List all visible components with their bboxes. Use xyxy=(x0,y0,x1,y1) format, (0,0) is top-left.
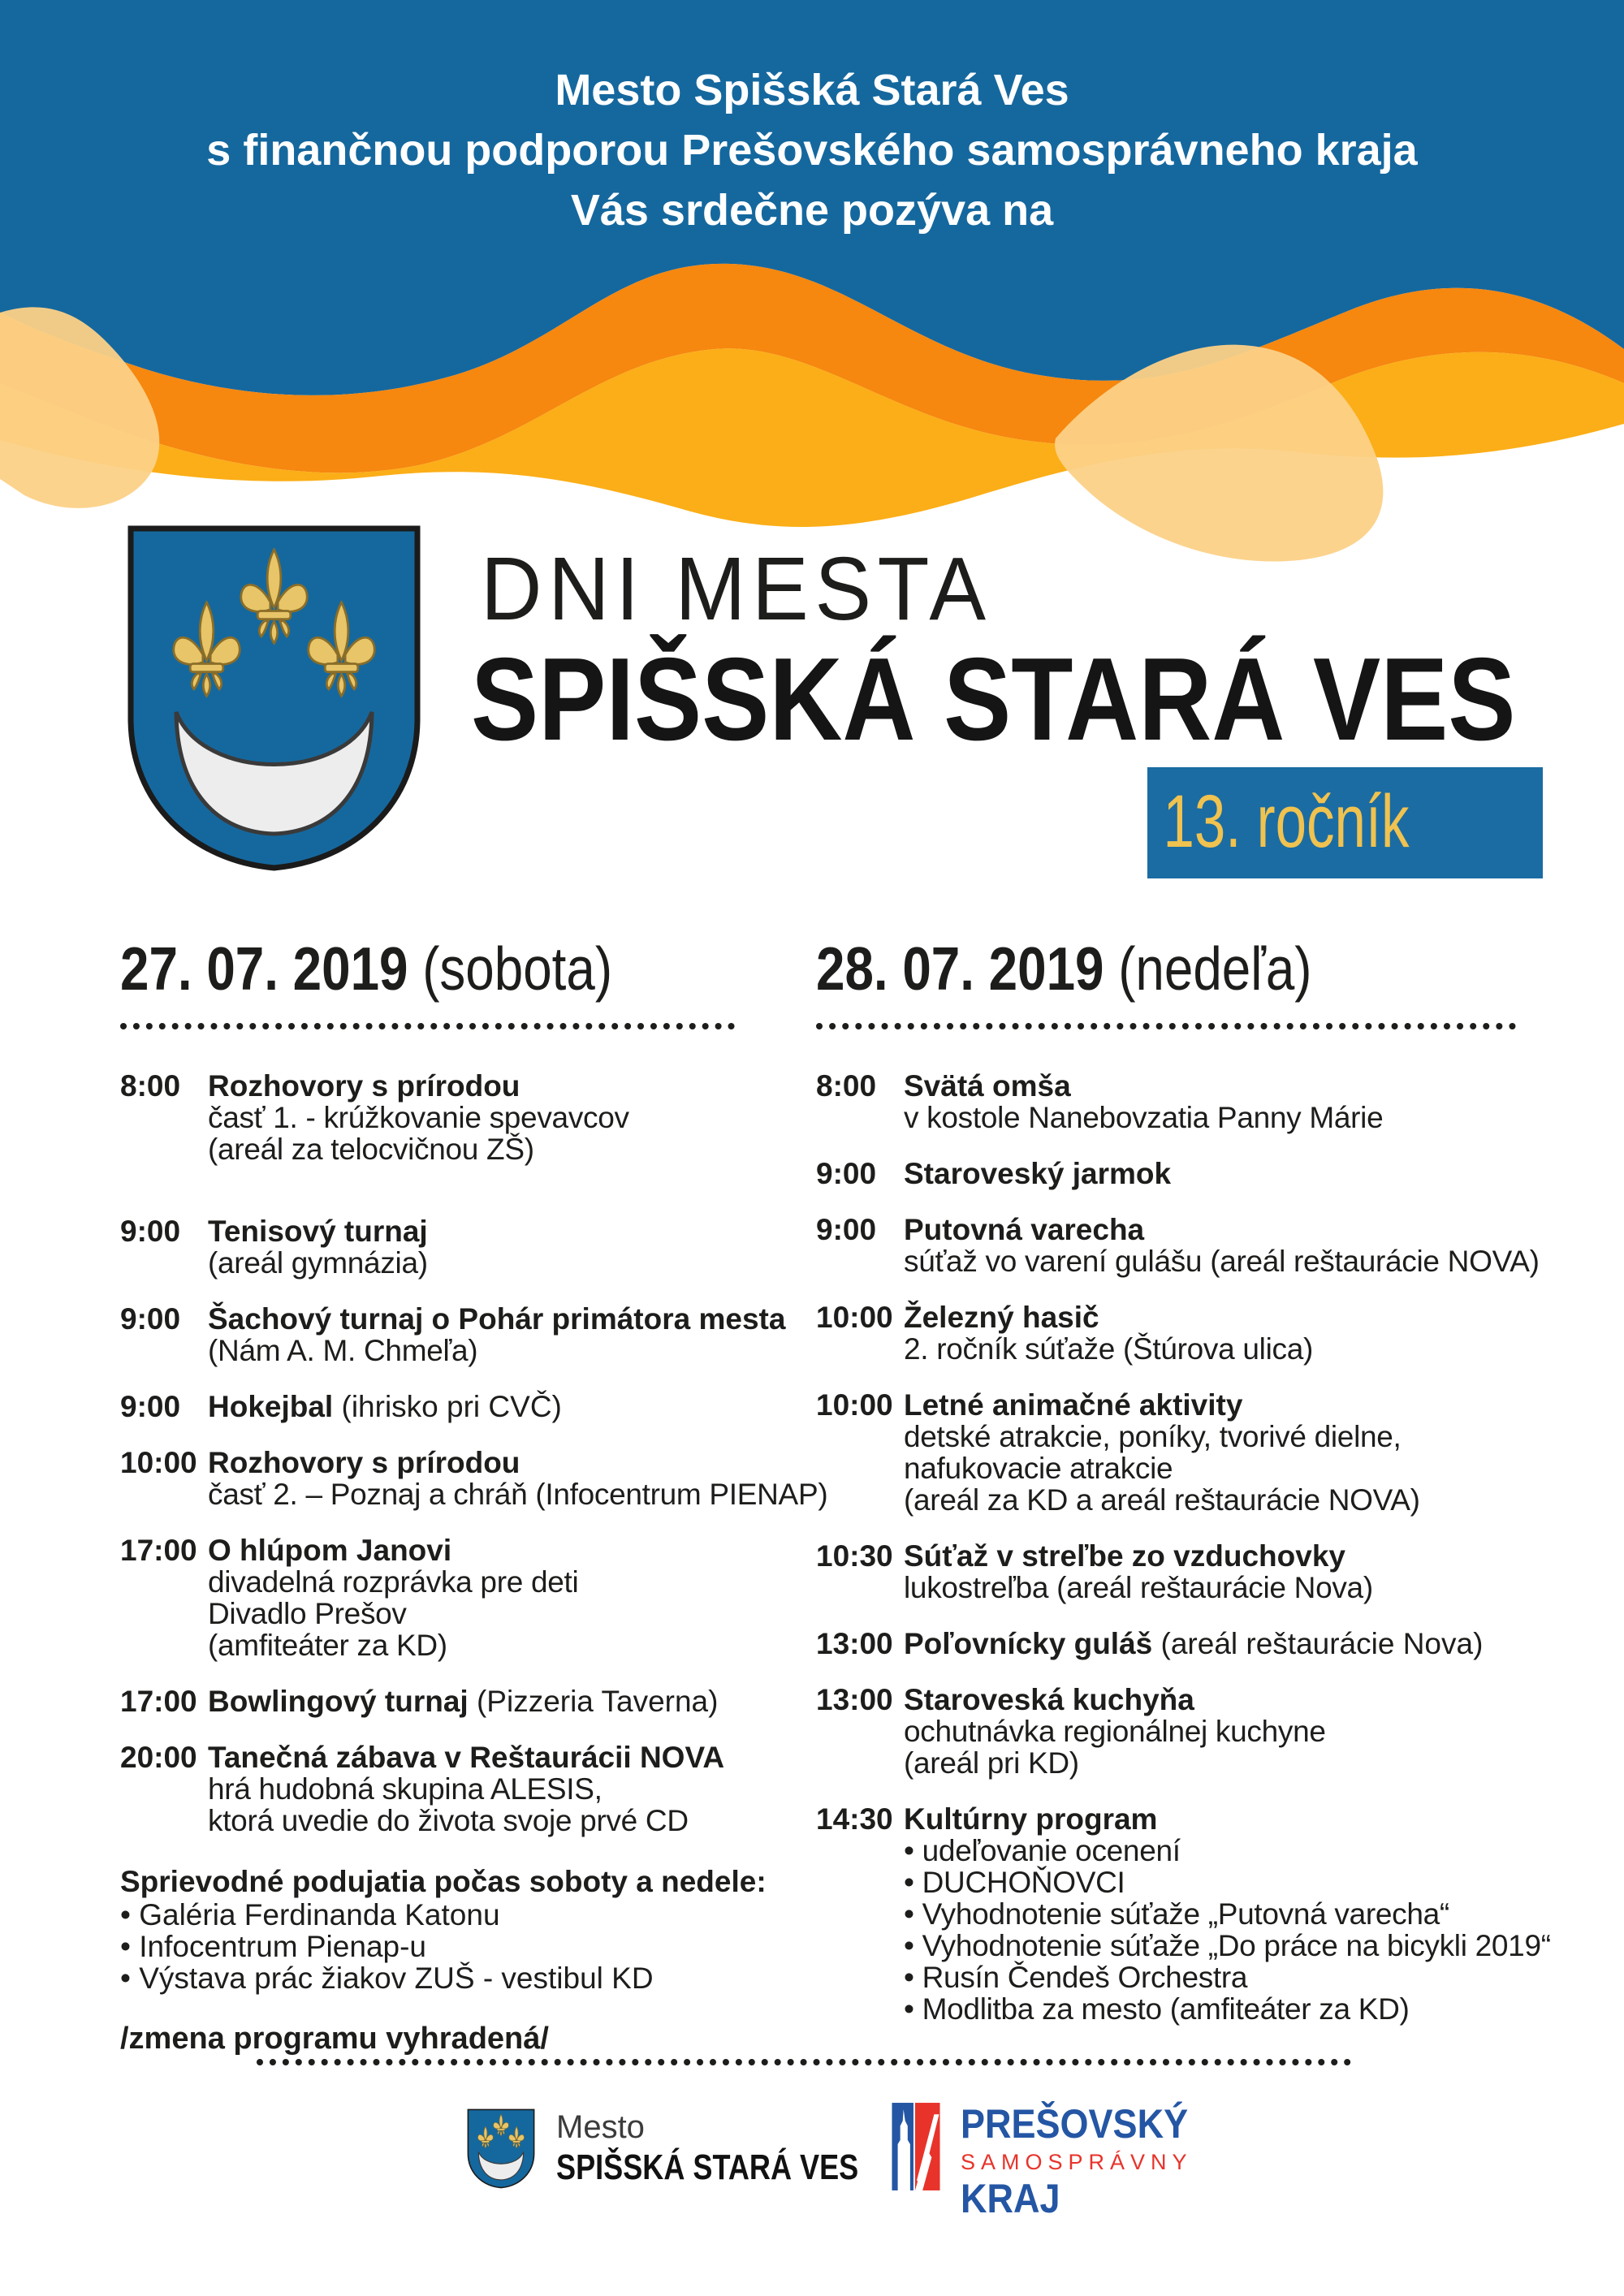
event-location: (areál reštaurácie Nova) xyxy=(1152,1627,1484,1660)
event-detail: Divadlo Prešov xyxy=(208,1597,407,1630)
event-title-line xyxy=(208,1303,794,1335)
event-body xyxy=(208,1391,794,1422)
event-title: Staroveská kuchyňa xyxy=(904,1683,1194,1716)
saturday-date-heading xyxy=(120,934,693,1003)
event-body xyxy=(208,1741,794,1836)
city-logo xyxy=(467,2108,925,2189)
event-title: Súťaž v streľbe zo vzduchovky xyxy=(904,1539,1345,1573)
event-title-line xyxy=(904,1803,1624,1835)
event-body xyxy=(904,1214,1624,1277)
event-time: 20:00 xyxy=(120,1741,197,1774)
list-item: • Výstava prác žiakov ZUŠ - vestibul KD xyxy=(120,1962,654,1995)
town-coat-of-arms xyxy=(126,524,422,873)
event-title-line xyxy=(904,1628,1624,1659)
event-body xyxy=(904,1540,1624,1603)
event-title-line xyxy=(904,1214,1624,1245)
event-body xyxy=(208,1303,794,1366)
event-title: Staroveský jarmok xyxy=(904,1157,1172,1190)
saturday-column xyxy=(120,934,828,2056)
event-detail: (areál za KD a areál reštaurácie NOVA) xyxy=(904,1483,1420,1517)
event-time: 10:00 xyxy=(816,1301,893,1334)
event-body xyxy=(904,1684,1624,1779)
event-detail: • Vyhodnotenie súťaže „Do práce na bicykli 2019“ xyxy=(904,1929,1551,1962)
event-location: (Pizzeria Taverna) xyxy=(468,1685,719,1718)
event-body xyxy=(208,1215,794,1279)
event-body xyxy=(904,1803,1624,2025)
event-time: 9:00 xyxy=(816,1213,877,1246)
event-time: 8:00 xyxy=(120,1069,181,1103)
event-kicker: DNI MESTA xyxy=(481,539,992,639)
event-body xyxy=(904,1158,1624,1189)
event-title: Letné animačné aktivity xyxy=(904,1388,1243,1422)
region-logo-text xyxy=(961,2101,1213,2220)
event-title: SPIŠSKÁ STARÁ VES xyxy=(471,633,1516,765)
region-logo xyxy=(891,2101,1213,2220)
event-detail: (Nám A. M. Chmeľa) xyxy=(208,1334,478,1367)
side-events-list xyxy=(120,1899,794,1994)
side-events-heading: Sprievodné podujatia počas soboty a nedele: xyxy=(120,1865,767,1898)
event-detail: (areál gymnázia) xyxy=(208,1246,428,1280)
event-title: Tanečná zábava v Reštaurácii NOVA xyxy=(208,1741,725,1774)
event-detail: • Vyhodnotenie súťaže „Putovná varecha“ xyxy=(904,1897,1449,1931)
event-row xyxy=(120,1215,794,1279)
event-row xyxy=(816,1389,1624,1516)
event-title: Rozhovory s prírodou xyxy=(208,1069,520,1103)
event-detail: v kostole Nanebovzatia Panny Márie xyxy=(904,1101,1384,1134)
event-row xyxy=(816,1803,1624,2025)
event-detail: • Modlitba za mesto (amfiteáter za KD) xyxy=(904,1992,1410,2026)
event-row xyxy=(816,1540,1624,1603)
saturday-dotted-divider xyxy=(120,1023,735,1029)
region-logo-emblem-icon xyxy=(891,2101,941,2192)
event-title-line xyxy=(904,1158,1624,1189)
event-detail: ochutnávka regionálnej kuchyne xyxy=(904,1715,1326,1748)
saturday-date: 27. 07. 2019 xyxy=(120,934,408,1003)
event-time: 9:00 xyxy=(120,1390,181,1423)
event-time: 13:00 xyxy=(816,1627,893,1660)
event-title: Svätá omša xyxy=(904,1069,1071,1103)
event-row xyxy=(816,1684,1624,1779)
event-body xyxy=(904,1628,1624,1659)
event-row xyxy=(816,1070,1624,1133)
event-title-line xyxy=(208,1391,794,1422)
event-title: Železný hasič xyxy=(904,1301,1099,1334)
event-detail: • udeľovanie ocenení xyxy=(904,1834,1181,1867)
event-time: 9:00 xyxy=(816,1157,877,1190)
edition-badge-text: 13. ročník xyxy=(1163,780,1410,863)
event-row xyxy=(120,1685,794,1717)
event-time: 8:00 xyxy=(816,1069,877,1103)
event-detail: (areál pri KD) xyxy=(904,1746,1079,1780)
event-body xyxy=(904,1070,1624,1133)
event-title: Poľovnícky guláš xyxy=(904,1627,1153,1660)
city-logo-line2: SPIŠSKÁ STARÁ VES xyxy=(556,2147,859,2187)
event-body xyxy=(208,1070,794,1165)
event-title-line xyxy=(208,1741,794,1773)
event-row xyxy=(816,1301,1624,1365)
event-row xyxy=(120,1391,794,1422)
event-title: Šachový turnaj o Pohár primátora mesta xyxy=(208,1302,786,1336)
event-title: Bowlingový turnaj xyxy=(208,1685,469,1718)
sunday-date: 28. 07. 2019 xyxy=(816,934,1104,1003)
event-time: 17:00 xyxy=(120,1685,197,1718)
event-title: Tenisový turnaj xyxy=(208,1215,428,1248)
header-line-2: s finančnou podporou Prešovského samosprávneho kraja xyxy=(206,126,1418,175)
event-title-line xyxy=(208,1070,794,1102)
list-item: • Galéria Ferdinanda Katonu xyxy=(120,1898,500,1931)
event-detail: (areál za telocvičnou ZŠ) xyxy=(208,1133,534,1166)
event-title-line xyxy=(904,1070,1624,1102)
sunday-events xyxy=(816,1070,1624,2025)
event-time: 14:30 xyxy=(816,1802,893,1836)
event-detail: detské atrakcie, poníky, tvorivé dielne, xyxy=(904,1420,1402,1453)
event-body xyxy=(904,1301,1624,1365)
event-detail: (amfiteáter za KD) xyxy=(208,1629,447,1662)
event-detail: nafukovacie atrakcie xyxy=(904,1452,1173,1485)
sunday-date-heading xyxy=(816,934,1503,1003)
event-title-line xyxy=(208,1447,827,1478)
event-detail: • DUCHOŇOVCI xyxy=(904,1866,1125,1899)
event-detail: časť 2. – Poznaj a chráň (Infocentrum PIENAP) xyxy=(208,1478,828,1511)
saturday-events xyxy=(120,1069,828,1837)
edition-badge xyxy=(1147,767,1543,878)
header-invitation xyxy=(0,60,1624,240)
header-line-1: Mesto Spišská Stará Ves xyxy=(555,66,1069,114)
event-row xyxy=(816,1214,1624,1277)
event-title-line xyxy=(904,1540,1624,1572)
event-time: 9:00 xyxy=(120,1302,181,1336)
event-title: Putovná varecha xyxy=(904,1213,1145,1246)
event-detail: ktorá uvedie do života svoje prvé CD xyxy=(208,1804,689,1837)
saturday-day: (sobota) xyxy=(422,934,613,1003)
event-title-line xyxy=(904,1301,1624,1333)
city-logo-text xyxy=(556,2108,925,2189)
event-time: 17:00 xyxy=(120,1534,197,1567)
event-title: Rozhovory s prírodou xyxy=(208,1446,520,1479)
city-logo-shield-icon xyxy=(467,2108,535,2189)
event-title: O hlúpom Janovi xyxy=(208,1534,452,1567)
event-detail: • Rusín Čendeš Orchestra xyxy=(904,1961,1248,1994)
event-row xyxy=(120,1070,794,1165)
header-line-3: Vás srdečne pozýva na xyxy=(570,186,1054,235)
region-logo-line3: KRAJ xyxy=(961,2176,1060,2221)
event-title: Kultúrny program xyxy=(904,1802,1158,1836)
event-title-line xyxy=(208,1534,794,1566)
event-row xyxy=(816,1628,1624,1659)
city-logo-line1: Mesto xyxy=(556,2109,645,2145)
event-detail: časť 1. - krúžkovanie spevavcov xyxy=(208,1101,629,1134)
event-detail: hrá hudobná skupina ALESIS, xyxy=(208,1772,603,1806)
event-row xyxy=(816,1158,1624,1189)
region-logo-line1: PREŠOVSKÝ xyxy=(961,2101,1189,2147)
event-location: (ihrisko pri CVČ) xyxy=(333,1390,562,1423)
sunday-dotted-divider xyxy=(816,1023,1516,1029)
event-title-line xyxy=(904,1389,1624,1421)
event-body xyxy=(208,1685,794,1717)
event-title-line xyxy=(904,1684,1624,1716)
event-time: 10:00 xyxy=(120,1446,197,1479)
event-detail: 2. ročník súťaže (Štúrova ulica) xyxy=(904,1332,1313,1366)
event-row xyxy=(120,1534,794,1661)
event-detail: súťaž vo varení gulášu (areál reštaurácie NOVA) xyxy=(904,1245,1540,1278)
event-detail: divadelná rozprávka pre deti xyxy=(208,1565,579,1599)
event-body xyxy=(904,1389,1624,1516)
event-title-line xyxy=(208,1685,794,1717)
event-title: Hokejbal xyxy=(208,1390,334,1423)
event-detail: lukostreľba (areál reštaurácie Nova) xyxy=(904,1571,1373,1604)
sunday-column xyxy=(816,934,1624,2049)
list-item: • Infocentrum Pienap-u xyxy=(120,1930,426,1963)
event-time: 10:30 xyxy=(816,1539,893,1573)
event-title-line xyxy=(208,1215,794,1247)
event-row xyxy=(120,1446,828,1511)
event-body xyxy=(208,1534,794,1661)
region-logo-line2: SAMOSPRÁVNY xyxy=(961,2150,1193,2174)
event-row xyxy=(120,1303,794,1366)
event-body xyxy=(208,1447,827,1510)
event-time: 10:00 xyxy=(816,1388,893,1422)
program-change-note: /zmena programu vyhradená/ xyxy=(120,2022,549,2056)
sunday-day: (nedeľa) xyxy=(1118,934,1312,1003)
event-row xyxy=(120,1741,794,1836)
footer-dotted-divider xyxy=(257,2059,1351,2065)
event-time: 9:00 xyxy=(120,1215,181,1248)
event-time: 13:00 xyxy=(816,1683,893,1716)
